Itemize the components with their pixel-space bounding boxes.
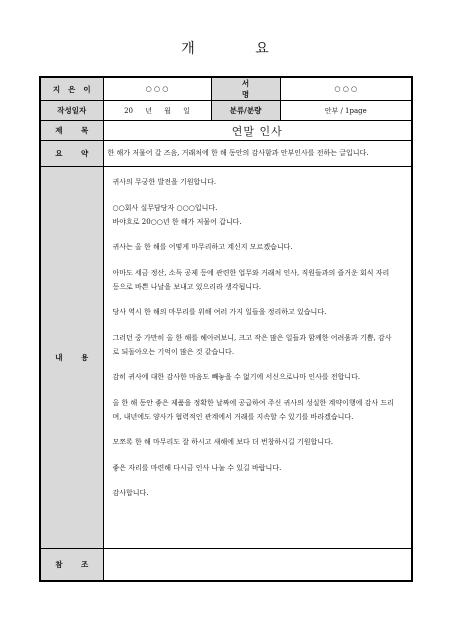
summary-form-table [39,76,413,582]
author-label: 지은이 [40,77,103,101]
category-label: 분류/분량 [211,101,280,121]
author-value: ○ ○ ○ [103,77,211,101]
date-value: 20 년 월 일 [103,101,211,121]
date-label: 작성일자 [40,101,103,121]
content-paragraph: ○○회사 실무담당자 ○○○입니다. [112,203,218,212]
reference-label: 참 조 [40,549,103,581]
category-value: 안부 / 1page [280,101,412,121]
content-paragraph: 감히 귀사에 대한 감사한 마음도 빼놓을 수 없기에 서신으로나마 인사를 전합니다. [112,373,361,381]
content-paragraph: 당사 역시 한 해의 마무리를 위해 여러 가지 일들을 정리하고 있습니다. [112,308,327,316]
content-paragraph: 귀사의 무궁한 발전을 기원합니다. [112,178,217,186]
content-paragraph: 귀사는 올 한 해를 어떻게 마무리하고 계신지 모르겠습니다. [112,243,293,251]
content-paragraph: 올 한 해 동안 좋은 제품을 정확한 날짜에 공급하여 주신 귀사의 성실한 계약이행에 감사 드리며, 내년에도 양사가 협력적인 관계에서 거래를 지속할 수 있기를 바라겠습니다. [112,398,394,421]
content-body [103,167,412,549]
content-paragraph: 아마도 세금 정산, 소득 공제 등에 관련한 업무와 거래처 인사, 직원들과의 즐거운 회식 자리 등으로 바쁜 나날을 보내고 있으리라 생각됩니다. [112,268,390,291]
content-paragraph: 좋은 자리를 마련해 다시금 인사 나눌 수 있길 바랍니다. [112,463,282,472]
content-paragraph: 그러던 중 가만히 올 한 해를 헤아려보니, 크고 작은 많은 일들과 함께한 어려움과 기쁨, 감사로 되돌아오는 기억이 많은 것 같습니다. [112,333,392,356]
reference-value [103,549,412,581]
content-label: 내 용 [40,167,103,549]
document-title: 개 요 [181,41,297,57]
content-paragraph: 바야흐로 20○○년 한 해가 저물어 갑니다. [112,217,242,226]
content-paragraph: 모쪼록 한 해 마무리도 잘 하시고 새해에 보다 더 번창하시길 기원합니다. [112,438,334,446]
subject-value: 연말 인사 [103,121,412,141]
subject-label: 제 목 [40,121,103,141]
content-paragraph: 감사합니다. [112,489,149,497]
summary-value: 한 해가 저물어 갈 즈음, 거래처에 한 해 동안의 감사함과 안부인사를 전하는 글입니다. [103,141,412,167]
signature-label: 서 명 [211,77,280,101]
signature-value: ○ ○ ○ [280,77,412,101]
summary-label: 요 약 [40,141,103,167]
